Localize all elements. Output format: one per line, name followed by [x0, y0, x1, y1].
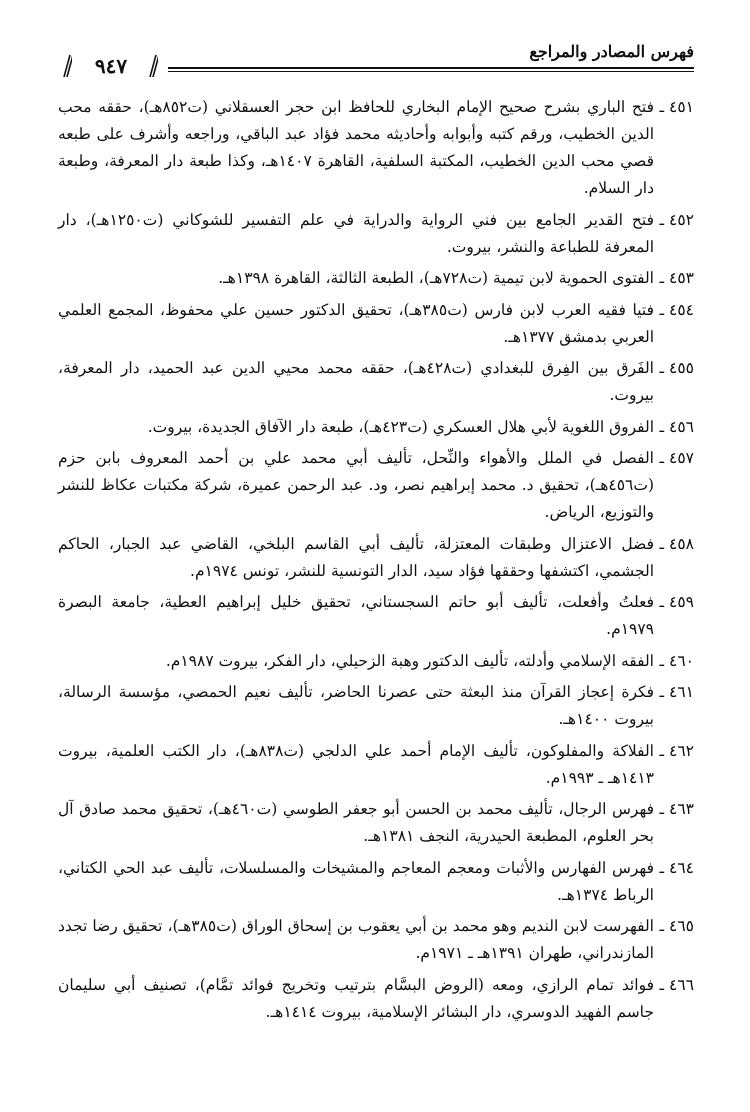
entry-number: ٤٥٩ ـ	[659, 593, 694, 611]
entry-number: ٤٥٢ ـ	[659, 210, 694, 229]
entry-number: ٤٦٦ ـ	[659, 975, 694, 994]
header-rule	[168, 67, 694, 69]
page-number-box	[58, 54, 164, 78]
bibliography-list	[58, 94, 694, 1026]
entry-text: الفَرق بين الفِرق للبغدادي (ت٤٢٨هـ)، حققه محمد محيي الدين عبد الحميد، دار المعرفة، بيروت.	[58, 359, 654, 404]
entry-number: ٤٦٥ ـ	[659, 917, 694, 935]
entry-text: فعلتُ وأفعلت، تأليف أبو حاتم السجستاني، تحقيق خليل إبراهيم العطية، جامعة البصرة ١٩٧٩م.	[58, 593, 654, 638]
bibliography-entry	[58, 679, 694, 733]
running-title: فهرس المصادر والمراجع	[529, 42, 694, 61]
entry-text: فتح الباري بشرح صحيح الإمام البخاري للحافظ ابن حجر العسقلاني (ت٨٥٢هـ)، حققه محب الدين الخطيب، ورقم كتبه وأبوابه وأحاديثه محمد فؤاد عبد الباقي، وراجعه وأشرف على طبعه قصي محب الدين الخطيب، المكتبة السلفية، القاهرة ١٤٠٧هـ، وكذا طبعة دار المعرفة، وطبعة دار السلام.	[58, 98, 654, 197]
entry-text: فضل الاعتزال وطبقات المعتزلة، تأليف أبي القاسم البلخي، القاضي عبد الجبار، الحاكم الجشمي، اكتشفها وحققها فؤاد سيد، الدار التونسية للنشر، تونس ١٩٧٤م.	[58, 534, 654, 580]
bibliography-entry	[58, 297, 694, 351]
entry-text: الفصل في الملل والأهواء والنِّحل، تأليف أبي محمد علي بن أحمد المعروف بابن حزم (ت٤٥٦هـ)، تحقيق د. محمد إبراهيم نصر، ود. عبد الرحمن عميرة، شركة مكتبات عكاظ للنشر والتوزيع، الرياض.	[58, 449, 654, 521]
left-slash-icon	[62, 54, 72, 78]
bibliography-entry	[58, 207, 694, 261]
entry-text: الفروق اللغوية لأبي هلال العسكري (ت٤٢٣هـ)، طبعة دار الآفاق الجديدة، بيروت.	[147, 417, 654, 436]
page-header	[58, 40, 694, 80]
bibliography-entry	[58, 531, 694, 585]
entry-number: ٤٥٣ ـ	[659, 269, 694, 287]
entry-number: ٤٥٧ ـ	[659, 449, 694, 467]
entry-text: الفلاكة والمفلوكون، تأليف الإمام أحمد علي الدلجي (ت٨٣٨هـ)، دار الكتب العلمية، بيروت ١٤١٣هـ ـ ١٩٩٣م.	[58, 741, 654, 787]
entry-number: ٤٥٥ ـ	[659, 359, 694, 377]
entry-number: ٤٥١ ـ	[659, 98, 694, 116]
entry-number: ٤٥٦ ـ	[659, 417, 694, 436]
entry-text: فهرس الرجال، تأليف محمد بن الحسن أبو جعفر الطوسي (ت٤٦٠هـ)، تحقيق محمد صادق آل بحر العلوم، المطبعة الحيدرية، النجف ١٣٨١هـ.	[58, 800, 654, 845]
document-page	[58, 40, 694, 1030]
entry-number: ٤٥٤ ـ	[659, 300, 694, 319]
entry-text: فكرة إعجاز القرآن منذ البعثة حتى عصرنا الحاضر، تأليف نعيم الحمصي، مؤسسة الرسالة، بيروت ١٤٠٠هـ.	[58, 683, 654, 728]
bibliography-entry	[58, 855, 694, 909]
bibliography-entry	[58, 94, 694, 202]
bibliography-entry	[58, 738, 694, 792]
bibliography-entry	[58, 265, 694, 292]
entry-number: ٤٦١ ـ	[659, 683, 694, 701]
bibliography-entry	[58, 796, 694, 850]
bibliography-entry	[58, 445, 694, 526]
page-number: ٩٤٧	[94, 54, 128, 78]
entry-text: فوائد تمام الرازي، ومعه (الروض البسَّام بترتيب وتخريج فوائد تمَّام)، تصنيف أبي سليمان جاسم الفهيد الدوسري، دار البشائر الإسلامية، بيروت ١٤١٤هـ.	[58, 975, 654, 1021]
header-rule-thin	[168, 71, 694, 72]
bibliography-entry	[58, 355, 694, 409]
bibliography-entry	[58, 913, 694, 967]
entry-text: فتح القدير الجامع بين فني الرواية والدراية في علم التفسير للشوكاني (ت١٢٥٠هـ)، دار المعرفة للطباعة والنشر، بيروت.	[58, 210, 655, 256]
entry-text: الفقه الإسلامي وأدلته، تأليف الدكتور وهبة الزحيلي، دار الفكر، بيروت ١٩٨٧م.	[165, 651, 654, 670]
entry-number: ٤٦٠ ـ	[659, 651, 694, 670]
entry-number: ٤٥٨ ـ	[659, 534, 694, 553]
bibliography-entry	[58, 648, 694, 675]
entry-number: ٤٦٤ ـ	[659, 858, 694, 877]
entry-text: الفهرست لابن النديم وهو محمد بن أبي يعقوب بن إسحاق الوراق (ت٣٨٥هـ)، تحقيق رضا تجدد المازندراني، طهران ١٣٩١هـ ـ ١٩٧١م.	[58, 917, 654, 962]
entry-text: الفتوى الحموية لابن تيمية (ت٧٢٨هـ)، الطبعة الثالثة، القاهرة ١٣٩٨هـ.	[218, 269, 654, 287]
bibliography-entry	[58, 972, 694, 1026]
entry-text: فهرس الفهارس والأثبات ومعجم المعاجم والمشيخات والمسلسلات، تأليف عبد الحي الكتاني، الرباط ١٣٧٤هـ.	[58, 858, 654, 904]
bibliography-entry	[58, 589, 694, 643]
right-slash-icon	[148, 54, 158, 78]
entry-text: فتيا فقيه العرب لابن فارس (ت٣٨٥هـ)، تحقيق الدكتور حسين علي محفوظ، المجمع العلمي العربي بدمشق ١٣٧٧هـ.	[58, 300, 654, 346]
entry-number: ٤٦٣ ـ	[659, 800, 694, 818]
entry-number: ٤٦٢ ـ	[659, 741, 694, 760]
bibliography-entry	[58, 414, 694, 441]
